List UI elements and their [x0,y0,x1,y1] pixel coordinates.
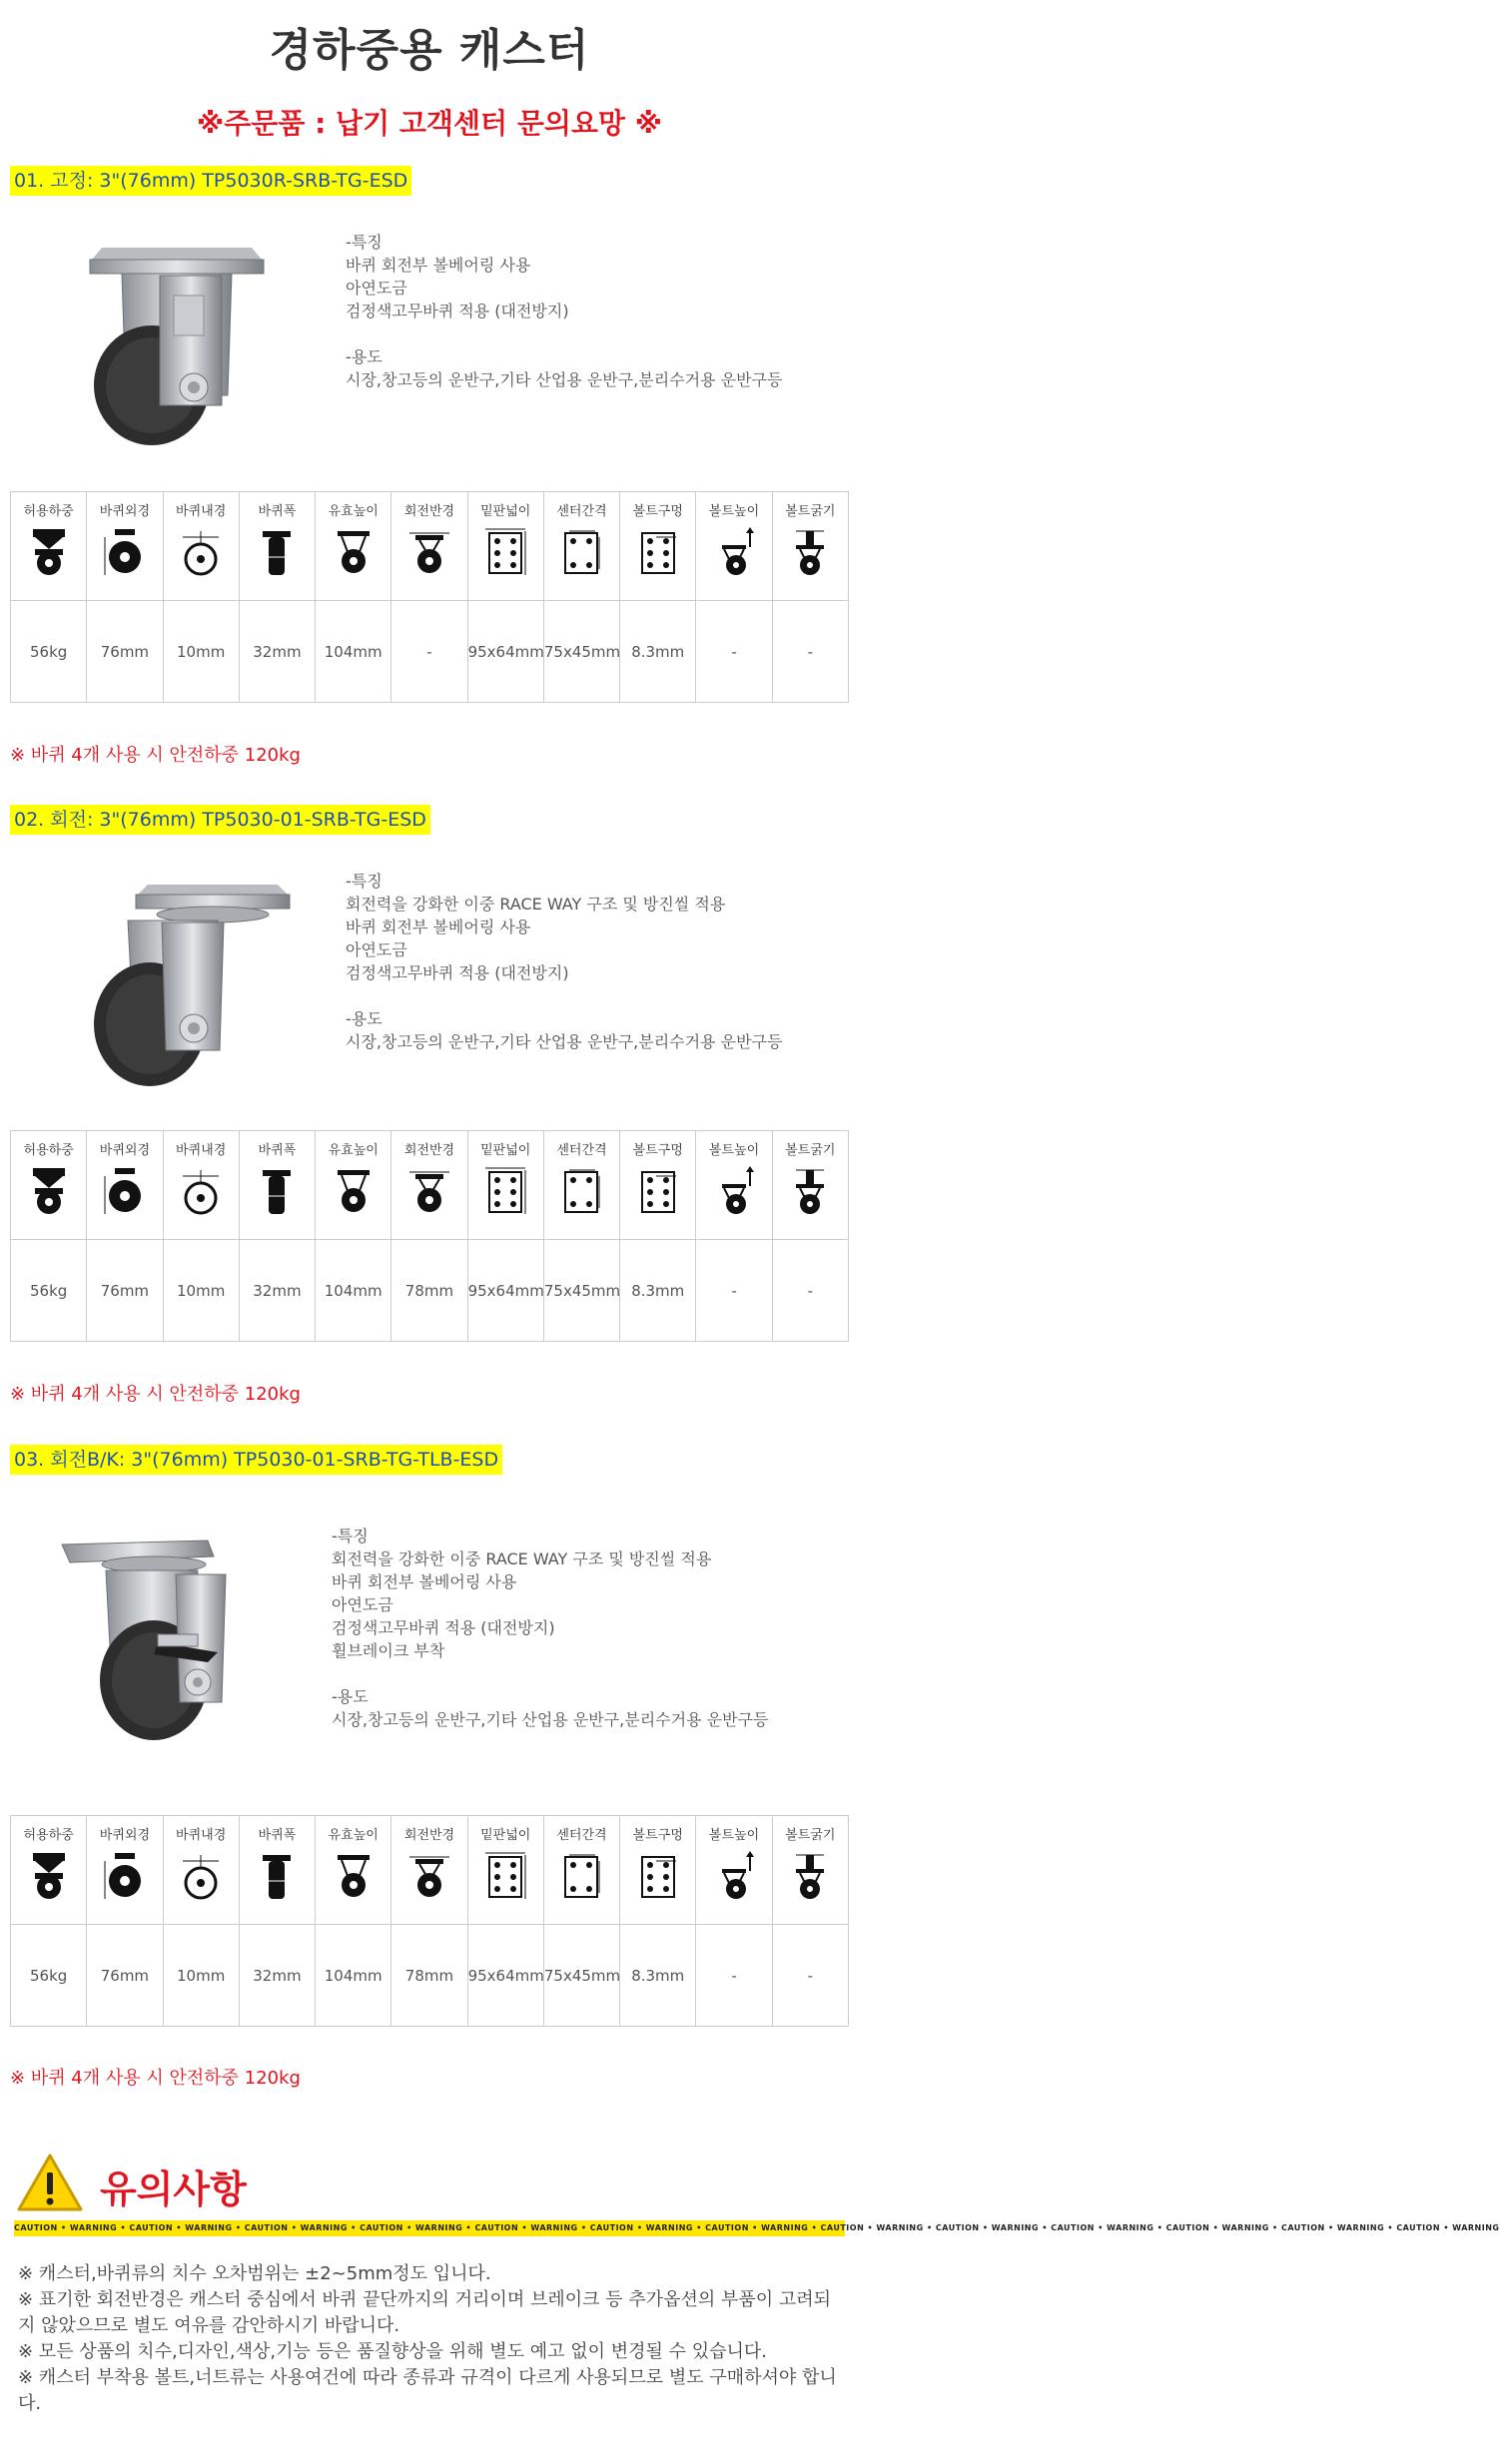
spec-col-swivel-radius: 회전반경 [391,1816,467,1925]
wheel-inner-dia-icon [177,1851,225,1901]
spec-table [10,1130,849,1342]
fixed-caster-image [82,246,272,455]
spec-col-width: 바퀴폭 [239,1816,315,1925]
center-distance-icon [557,1851,605,1901]
spec-value-row: 56kg 76mm 10mm 32mm 104mm - 95x64mm 75x45mm 8.3mm - - [11,601,849,703]
plate-size-icon [481,1166,529,1216]
swivel-brake-caster-image [58,1535,288,1744]
spec-value-row: 56kg 76mm 10mm 32mm 104mm 78mm 95x64mm 75x45mm 8.3mm - - [11,1240,849,1342]
wheel-width-icon [253,527,301,577]
spec-col-plate-size: 밑판넓이 [467,1131,543,1240]
spec-col-width: 바퀴폭 [239,492,315,601]
wheel-width-icon [253,1166,301,1216]
spec-col-inner-dia: 바퀴내경 [163,492,239,601]
bolt-thickness-icon [786,1851,834,1901]
caution-title: 유의사항 [100,2167,247,2211]
swivel-caster-image [88,885,298,1094]
effective-height-icon [330,1851,377,1901]
page-title: 경하중용 캐스터 [269,25,590,76]
warning-triangle-icon [16,2153,84,2212]
bolt-thickness-icon [786,527,834,577]
load-icon [25,1166,73,1216]
spec-col-swivel-radius: 회전반경 [391,1131,467,1240]
product-title: 03. 회전B/K: 3"(76mm) TP5030-01-SRB-TG-TLB-ESD [10,1445,502,1475]
spec-col-bolt-height: 볼트높이 [696,1816,772,1925]
plate-size-icon [481,1851,529,1901]
spec-col-bolt-hole: 볼트구멍 [620,1816,696,1925]
spec-col-bolt-hole: 볼트구멍 [620,492,696,601]
caution-notes [18,2261,839,2417]
spec-col-outer-dia: 바퀴외경 [87,1131,163,1240]
spec-col-load: 허용하중 [11,1131,87,1240]
spec-col-height: 유효높이 [316,492,391,601]
bolt-height-icon [710,527,758,577]
spec-header-row [11,1816,849,1925]
spec-col-center-dist: 센터간격 [543,492,619,601]
spec-col-bolt-thickness: 볼트굵기 [772,1816,848,1925]
spec-col-height: 유효높이 [316,1816,391,1925]
wheel-outer-dia-icon [101,527,149,577]
effective-height-icon [330,1166,377,1216]
center-distance-icon [557,527,605,577]
swivel-radius-icon [405,1166,453,1216]
order-notice: ※주문품 : 납기 고객센터 문의요망 ※ [196,107,662,140]
product-features: -특징 회전력을 강화한 이중 RACE WAY 구조 및 방진씰 적용 바퀴 회전부 볼베어링 사용 아연도금 검정색고무바퀴 적용 (대전방지) -용도 시장,창고등의 운반구,기타 산업용 운반구,분리수거용 운반구등 [346,872,783,1051]
spec-col-plate-size: 밑판넓이 [467,1816,543,1925]
bolt-hole-icon [634,527,682,577]
bolt-thickness-icon [786,1166,834,1216]
plate-size-icon [481,527,529,577]
spec-col-inner-dia: 바퀴내경 [163,1816,239,1925]
safe-load-note: ※ 바퀴 4개 사용 시 안전하중 120kg [10,745,301,766]
spec-col-outer-dia: 바퀴외경 [87,1816,163,1925]
wheel-inner-dia-icon [177,1166,225,1216]
swivel-radius-icon [405,527,453,577]
safe-load-note: ※ 바퀴 4개 사용 시 안전하중 120kg [10,1384,301,1405]
wheel-outer-dia-icon [101,1166,149,1216]
bolt-hole-icon [634,1851,682,1901]
caution-tape: CAUTION • WARNING • CAUTION • WARNING • CAUTION • WARNING • CAUTION • WARNING • CAUTION • WARNING • CAUTION • WARNING • CAUTION • WARNING • CAUTION • WARNING • CAUTION • WARNING • CAUTION • WARNING • CAUTION • WARNING • CAUTION • WARNING • CAUTION • WARNING [14,2220,845,2236]
safe-load-note: ※ 바퀴 4개 사용 시 안전하중 120kg [10,2068,301,2089]
spec-table [10,1815,849,2027]
caution-line: ※ 표기한 회전반경은 캐스터 중심에서 바퀴 끝단까지의 거리이며 브레이크 등 추가옵션의 부품이 고려되지 않았으므로 별도 여유를 감안하시기 바랍니다. [18,2289,832,2336]
spec-col-swivel-radius: 회전반경 [391,492,467,601]
product-title: 02. 회전: 3"(76mm) TP5030-01-SRB-TG-ESD [10,805,430,835]
spec-col-bolt-thickness: 볼트굵기 [772,492,848,601]
spec-col-plate-size: 밑판넓이 [467,492,543,601]
load-icon [25,527,73,577]
spec-col-height: 유효높이 [316,1131,391,1240]
spec-col-inner-dia: 바퀴내경 [163,1131,239,1240]
swivel-radius-icon [405,1851,453,1901]
caution-line: ※ 모든 상품의 치수,디자인,색상,기능 등은 품질향상을 위해 별도 예고 없이 변경될 수 있습니다. [18,2341,767,2362]
product-features: -특징 회전력을 강화한 이중 RACE WAY 구조 및 방진씰 적용 바퀴 회전부 볼베어링 사용 아연도금 검정색고무바퀴 적용 (대전방지) 휠브레이크 부착 -용도 시장,창고등의 운반구,기타 산업용 운반구,분리수거용 운반구등 [332,1527,769,1729]
spec-col-width: 바퀴폭 [239,1131,315,1240]
wheel-outer-dia-icon [101,1851,149,1901]
center-distance-icon [557,1166,605,1216]
product-features: -특징 바퀴 회전부 볼베어링 사용 아연도금 검정색고무바퀴 적용 (대전방지) -용도 시장,창고등의 운반구,기타 산업용 운반구,분리수거용 운반구등 [346,233,783,389]
spec-col-outer-dia: 바퀴외경 [87,492,163,601]
load-icon [25,1851,73,1901]
spec-col-center-dist: 센터간격 [543,1816,619,1925]
spec-header-row [11,1131,849,1240]
effective-height-icon [330,527,377,577]
caution-line: ※ 캐스터 부착용 볼트,너트류는 사용여건에 따라 종류과 규격이 다르게 사용되므로 별도 구매하셔야 합니다. [18,2367,837,2414]
spec-col-bolt-hole: 볼트구멍 [620,1131,696,1240]
bolt-height-icon [710,1166,758,1216]
spec-col-bolt-height: 볼트높이 [696,492,772,601]
spec-col-center-dist: 센터간격 [543,1131,619,1240]
bolt-hole-icon [634,1166,682,1216]
wheel-inner-dia-icon [177,527,225,577]
spec-col-load: 허용하중 [11,492,87,601]
spec-header-row [11,492,849,601]
product-title: 01. 고정: 3"(76mm) TP5030R-SRB-TG-ESD [10,166,411,196]
spec-col-load: 허용하중 [11,1816,87,1925]
spec-col-bolt-thickness: 볼트굵기 [772,1131,848,1240]
wheel-width-icon [253,1851,301,1901]
spec-table [10,491,849,703]
caution-line: ※ 캐스터,바퀴류의 치수 오차범위는 ±2~5mm정도 입니다. [18,2263,491,2284]
spec-col-bolt-height: 볼트높이 [696,1131,772,1240]
bolt-height-icon [710,1851,758,1901]
spec-value-row: 56kg 76mm 10mm 32mm 104mm 78mm 95x64mm 75x45mm 8.3mm - - [11,1925,849,2027]
